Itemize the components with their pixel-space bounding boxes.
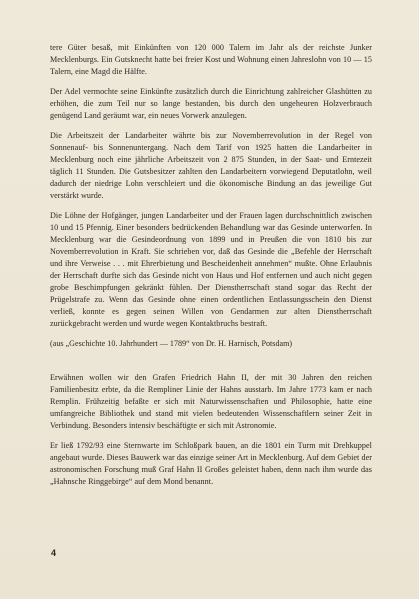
paragraph-glassworks: Der Adel vermochte seine Einkünfte zusätzlich durch die Einrichtung zahlreicher Glashütten zu erhöhen, die zum Teil nur so lange bestanden, bis durch den ungeheuren Holzverbrauch genügend Land geräumt war, ein neues Vorwerk anzulegen.: [50, 87, 372, 120]
source-citation: (aus „Geschichte 10. Jahrhundert — 1789“ von Dr. H. Harnisch, Potsdam): [50, 339, 293, 348]
paragraph-observatory: Er ließ 1792/93 eine Sternwarte im Schloßpark bauen, an die 1801 ein Turm mit Drehkuppel angebaut wurde. Dieses Bauwerk war das einzige seiner Art in Mecklenburg. Auf dem Gebiet der astronomischen Forschung muß Graf Hahn II Großes geleistet haben, denn nach ihm wurde das „Hahnsche Ringgebirge“ auf dem Mond benannt.: [50, 441, 372, 486]
section-agrarian-history: [50, 42, 372, 350]
paragraph-working-hours: Die Arbeitszeit der Landarbeiter währte bis zur Novemberrevolution in der Regel von Sonnenauf- bis Sonnenuntergang. Nach dem Tarif von 1925 hatten die Landarbeiter in Mecklenburg noch eine jährliche Arbeitszeit von 2 875 Stunden, in der Saat- und Erntezeit täglich 11 Stunden. Die Gutsbesitzer zahlten den Landarbeitern vorwiegend Deputatlohn, weil dadurch der niedrige Lohn verschleiert und die ökonomische Bindung an das jeweilige Gut verstärkt wurde.: [50, 131, 372, 200]
paragraph-wages-servants: Die Löhne der Hofgänger, jungen Landarbeiter und der Frauen lagen durchschnittlich zwischen 10 und 15 Pfennig. Einer besonders bedrückenden Behandlung war das Gesinde unterworfen. In Mecklenburg war die Gesindeordnung von 1899 und in Preußen die von 1810 bis zur Novemberrevolution in Kraft. Sie schrieben vor, daß das Gesinde die „Befehle der Herrschaft und ihre Verweise . . . mit Ehrerbietung und Bescheidenheit annehmen“ mußte. Ohne Erlaubnis der Herrschaft durfte sich das Gesinde nicht von Haus und Hof entfernen und auch nicht gegen grobe Beschimpfungen gekränkt fühlen. Der Dienstherrschaft stand sogar das Recht der Prügelstrafe zu. Wenn das Gesinde ohne einen ordentlichen Entlassungsschein den Dienst verließ, konnte es gegen seinen Willen von Gendarmen zur alten Dienstherrschaft zurückgebracht werden und wurde wegen Kontaktbruchs bestraft.: [50, 211, 372, 328]
paragraph-count-hahn-intro: Erwähnen wollen wir den Grafen Friedrich Hahn II, der mit 30 Jahren den reichen Familienbesitz erbte, da die Rempliner Linie der Hahns ausstarb. Im Jahre 1773 kam er nach Remplin. Frühzeitig befaßte er sich mit Naturwissenschaften und Philosophie, hatte eine umfangreiche Bibliothek und stand mit vielen bedeutenden Wissenschaftlern seiner Zeit in Verbindung. Besonders intensiv beschäftigte er sich mit Astronomie.: [50, 373, 372, 430]
page-number: 4: [51, 548, 57, 558]
section-count-hahn: [50, 372, 372, 496]
paragraph-junker-income: tere Güter besaß, mit Einkünften von 120 000 Talern im Jahr als der reichste Junker Mecklenburgs. Ein Gutsknecht hatte bei freier Kost und Wohnung einen Jahreslohn von 10 — 15 Talern, eine Magd die Hälfte.: [50, 43, 372, 76]
